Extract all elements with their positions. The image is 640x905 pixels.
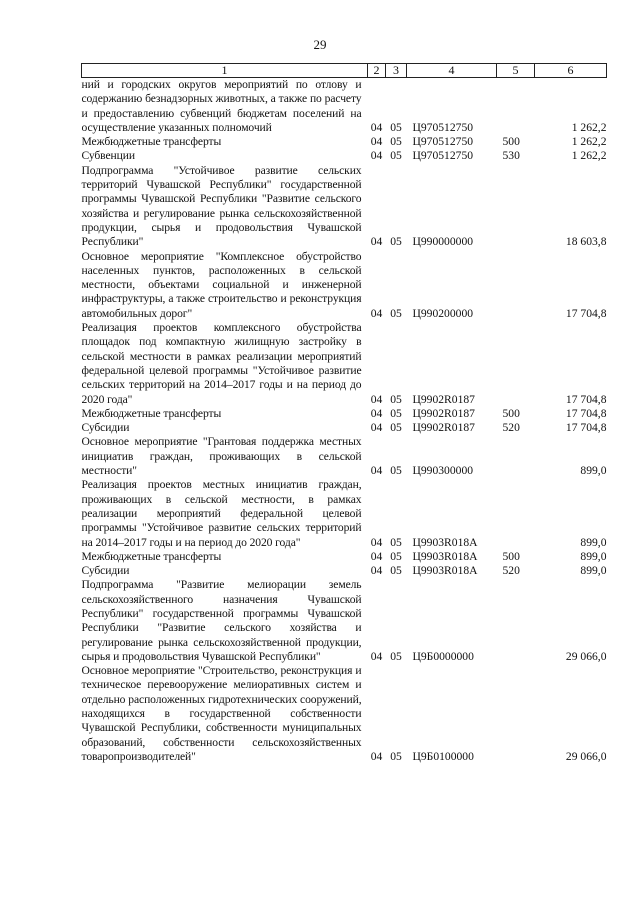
row-subsection: 05 [390,406,402,420]
table-row [82,578,607,664]
row-subsection: 05 [390,149,402,163]
table-row [82,478,607,549]
table-row [82,550,607,564]
row-expense-type [497,78,535,136]
row-expense-type [497,478,535,549]
row-amount: 29 066,0 [565,749,607,763]
table-row [82,321,607,407]
table-row [82,149,607,163]
row-target-code: Ц970512750 [412,120,474,134]
table-row [82,435,607,478]
row-name: Субвенции [81,149,135,163]
table-row [82,250,607,321]
row-name: Подпрограмма "Устойчивое развитие сельских территорий Чувашской Республики" государственной программы Чувашской Республики "Развитие сельского хозяйства и регулирование рынка сельскохозяйственной продукции, сырья и продовольствия Чувашской Республики" [81,163,362,249]
row-name: Подпрограмма "Развитие мелиорации земель сельскохозяйственного назначения Чувашской Республики" государственной программы Чувашской Республики "Развитие сельского хозяйства и регулирование рынка сельскохозяйственной продукции, сырья и продовольствия Чувашской Республики" [81,578,362,663]
row-section: 04 [370,421,383,435]
row-expense-type [497,164,535,250]
table-row [82,421,607,435]
row-name: Основное мероприятие "Строительство, реконструкция и техническое перевооружение мелиоративных систем и отдельно расположенных гидротехнических сооружений, находящихся в государственной собственности Чувашской Республики, собственности муниципальных образований, собственности сельскохозяйственных товаропроизводителей" [81,664,362,763]
row-subsection: 05 [390,535,402,549]
row-section: 04 [370,406,383,420]
row-section: 04 [370,564,383,578]
table-row [82,135,607,149]
row-subsection: 05 [390,306,402,320]
row-amount: 17 704,8 [565,421,607,435]
row-amount: 899,0 [580,464,607,478]
table-row [82,407,607,421]
row-name: Основное мероприятие "Грантовая поддержка местных инициатив граждан, проживающих в сельской местности" [81,435,362,478]
row-target-code: Ц9903R018A [412,535,478,549]
row-target-code: Ц990000000 [412,235,474,249]
row-subsection: 05 [390,235,402,249]
table-row [82,78,607,136]
header-col-3: 3 [386,64,407,78]
row-amount: 1 262,2 [571,120,607,134]
row-expense-type: 500 [502,406,520,420]
row-amount: 899,0 [580,564,607,578]
row-subsection: 05 [390,464,402,478]
header-col-4: 4 [407,64,497,78]
row-amount: 17 704,8 [565,406,607,420]
row-name: Субсидии [81,421,130,435]
row-section: 04 [370,306,383,320]
row-section: 04 [370,135,383,149]
row-amount: 1 262,2 [571,149,607,163]
row-target-code: Ц9903R018A [412,549,478,563]
row-expense-type: 500 [502,135,520,149]
row-section: 04 [370,149,383,163]
row-section: 04 [370,749,383,763]
row-name: Реализация проектов местных инициатив граждан, проживающих в сельской местности, в рамках реализации мероприятий федеральной целевой программы "Устойчивое развитие сельских территорий на 2014–2017 годы и на период до 2020 года" [81,478,362,549]
row-expense-type [497,321,535,407]
page-number: 29 [313,37,327,52]
row-amount: 17 704,8 [565,306,607,320]
row-amount: 17 704,8 [565,392,607,406]
row-amount: 18 603,8 [565,235,607,249]
row-name: Субсидии [81,564,130,578]
row-section: 04 [370,392,383,406]
header-col-2: 2 [368,64,386,78]
row-section: 04 [370,120,383,134]
header-col-1: 1 [82,64,368,78]
row-section: 04 [370,535,383,549]
row-section: 04 [370,649,383,663]
row-expense-type: 530 [502,149,520,163]
row-section: 04 [370,464,383,478]
row-target-code: Ц970512750 [412,135,474,149]
row-subsection: 05 [390,749,402,763]
row-target-code: Ц9902R0187 [412,392,475,406]
row-target-code: Ц9902R0187 [412,421,475,435]
header-col-6: 6 [535,64,607,78]
row-subsection: 05 [390,564,402,578]
row-subsection: 05 [390,549,402,563]
row-target-code: Ц9Б0000000 [412,649,474,663]
row-expense-type [497,435,535,478]
row-expense-type [497,578,535,664]
row-expense-type: 500 [502,549,520,563]
row-target-code: Ц9Б0100000 [412,749,474,763]
row-subsection: 05 [390,120,402,134]
row-name: Межбюджетные трансферты [81,135,222,149]
budget-table [81,63,607,764]
table-row [82,664,607,764]
row-subsection: 05 [390,649,402,663]
row-target-code: Ц9903R018A [412,564,478,578]
row-name: Межбюджетные трансферты [81,549,222,563]
header-row [82,64,607,78]
row-subsection: 05 [390,392,402,406]
row-amount: 29 066,0 [565,649,607,663]
row-target-code: Ц970512750 [412,149,474,163]
row-expense-type [497,664,535,764]
table-row [82,164,607,250]
row-name: Реализация проектов комплексного обустройства площадок под компактную жилищную застройку в сельской местности в рамках реализации мероприятий федеральной целевой программы "Устойчивое развитие сельских территорий на 2014–2017 годы и на период до 2020 года" [81,321,362,406]
row-name: Основное мероприятие "Комплексное обустройство населенных пунктов, расположенных в сельской местности, объектами социальной и инженерной инфраструктуры, а также строительство и реконструкция автомобильных дорог" [81,249,362,320]
row-subsection: 05 [390,421,402,435]
row-target-code: Ц990300000 [412,464,474,478]
row-amount: 899,0 [580,549,607,563]
row-subsection: 05 [390,135,402,149]
table-row [82,564,607,578]
row-name: Межбюджетные трансферты [81,406,222,420]
row-expense-type: 520 [502,564,520,578]
row-name: ний и городских округов мероприятий по отлову и содержанию безнадзорных животных, а также по расчету и предоставлению субвенций бюджетам поселений на осуществление указанных полномочий [81,78,362,134]
row-target-code: Ц9902R0187 [412,406,475,420]
header-col-5: 5 [497,64,535,78]
row-section: 04 [370,235,383,249]
row-amount: 899,0 [580,535,607,549]
row-expense-type: 520 [502,421,520,435]
row-target-code: Ц990200000 [412,306,474,320]
row-amount: 1 262,2 [571,135,607,149]
row-section: 04 [370,549,383,563]
row-expense-type [497,250,535,321]
